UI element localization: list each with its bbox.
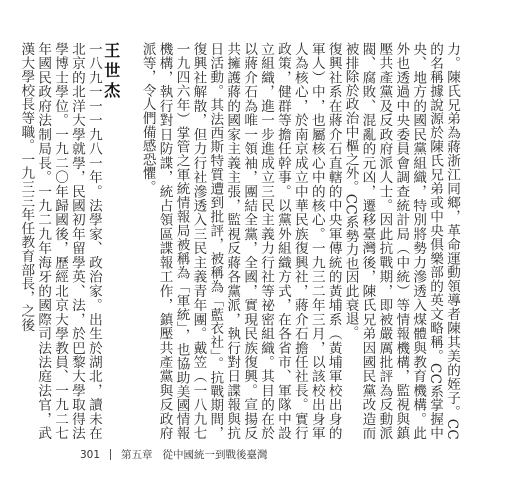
chapter-title: 從中國統一到戰後臺灣 [162, 449, 268, 461]
paragraph-biography: 一八九一一一九八一年。法學家、政治家。出生於湖北，讀未在北京的北洋大學就學，民國初年留學英、法，於巴黎大學取得法學博士學位。一九二〇年歸國後，歷經北京大學教員、一九二七年國民政府法制局長。一九二九年海牙的國際司法法庭法官，武漢大學校長等職。一九三三年任教育部長，之後 [18, 42, 102, 440]
footer-divider [110, 449, 111, 460]
page-footer [80, 447, 268, 462]
paragraph-fuxing-society: 復興社系在蔣介石直轄的中央軍傳統的黃埔系（黃埔軍校出身的軍人）中，也屬核心中的核心。一九三二年三月，以該校出身軍人為核心，於南京成立中華民族復興社，蔣介石擔任社長。實行政策，健群等擔任幹事。以黨外組織方式，在各省市、軍隊中設立組織，進一步進成立三民主義力行社等祕密組織。其目的在於以蔣介石為唯一領袖，團結全黨，全國，實現民族復興。宣揚反共擁護蔣的國家主義主張，監視反蔣各黨派，執行對日諜報與抗日活動。其法西斯特質遭到批評，被稱為「藍衣社」。抗戰期間，復興社解散，但力行社滲透入三民主義青年團。戴笠（一八九七一九四六年）掌管之軍統情報局被稱為「軍統」，也協助美國情報機構，執行對日防諜，統占領區諜報工作，鎮壓共產黨與反政府派等，令人們備感恐懼。 [139, 42, 342, 440]
paragraph-cc-clique: 力。陳氏兄弟為蔣浙江同鄉，革命運動領導者陳其美的姪子。CC的名稱據說源於陳氏兄弟或中央俱樂部的英文略稱。CC系掌握中央、地方的國民黨組織，特別將勢力滲透入煤體與教育機構。此外也透過中央委員會調查統計局（中統）等情報機構，監視與鎮壓共產黨及反政府派人士。因此抗戰期，即被嚴厲批評為反動派閥、腐敗、混亂的元凶，遷移臺灣後，陳氏兄弟因國民黨改造而被排除於政治中樞之外。CC系勢力也因此衰退。 [342, 42, 460, 440]
page-number: 301 [80, 448, 101, 461]
chapter-label: 第五章 [121, 449, 153, 461]
main-text [17, 42, 460, 440]
section-heading: 王世杰 [101, 42, 121, 102]
